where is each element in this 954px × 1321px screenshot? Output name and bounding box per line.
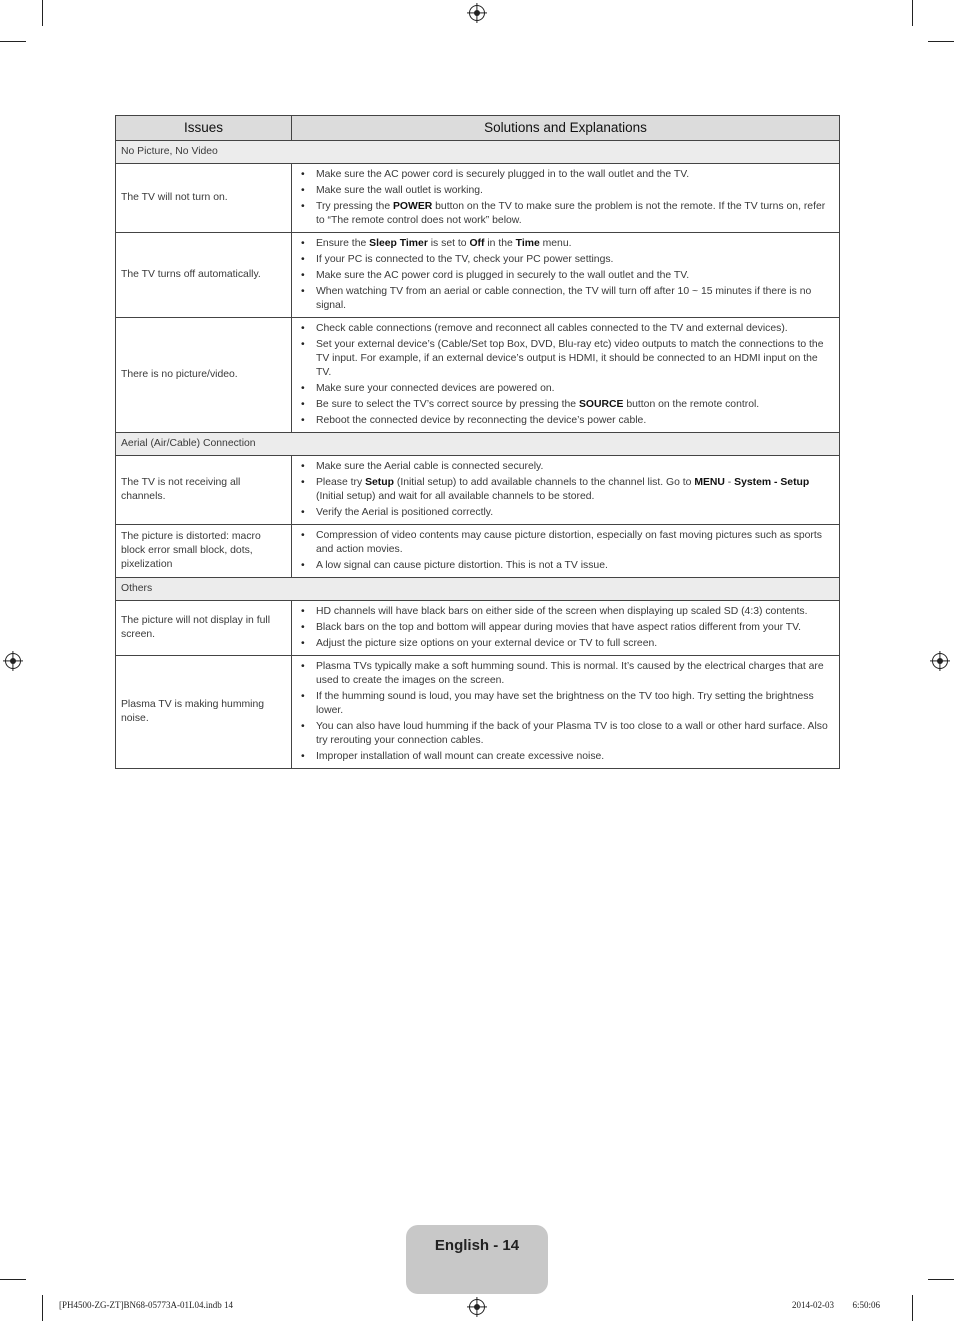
solution-list [300,237,831,313]
solution-text: in the [484,238,516,249]
solution-item [300,506,831,520]
solution-list [300,322,831,428]
solution-text: If your PC is connected to the TV, check your PC power settings. [316,254,614,265]
menu-keyword: POWER [393,201,433,212]
issues-column-header: Issues [116,116,292,141]
solution-text: (Initial setup) and wait for all available channels to be stored. [316,491,595,502]
solution-text: A low signal can cause picture distortion. This is not a TV issue. [316,560,608,571]
solution-item [300,414,831,428]
solutions-cell [292,601,840,656]
solution-text: Make sure the AC power cord is plugged in securely to the wall outlet and the TV. [316,270,690,281]
page-number-tab [406,1225,548,1294]
section-title: Others [116,578,840,601]
registration-mark-icon [932,653,948,669]
solution-text: Make sure the wall outlet is working. [316,185,483,196]
crop-mark [928,1279,954,1280]
menu-keyword: MENU [694,477,725,488]
solution-text: Adjust the picture size options on your external device or TV to full screen. [316,638,658,649]
page-number-label: English - 14 [434,1237,520,1254]
solutions-cell [292,233,840,318]
section-title: Aerial (Air/Cable) Connection [116,433,840,456]
solution-list [300,460,831,520]
issue-cell: The picture is distorted: macro block error small block, dots, pixelization [116,525,292,578]
crop-mark [912,0,913,26]
registration-mark-icon [5,653,21,669]
table-header-row [116,116,840,141]
table-row [116,318,840,433]
section-row [116,141,840,164]
registration-mark-icon [469,1299,485,1315]
solution-text: is set to [427,238,470,249]
issue-cell: The picture will not display in full screen. [116,601,292,656]
solution-item [300,237,831,251]
issue-cell: The TV turns off automatically. [116,233,292,318]
menu-keyword: SOURCE [578,399,624,410]
menu-keyword: Time [515,238,540,249]
section-row [116,433,840,456]
solution-item [300,750,831,764]
solution-text: Plasma TVs typically make a soft humming sound. This is normal. It’s caused by the electrical charges that are used to create the images on the screen. [316,661,824,686]
table-row [116,656,840,769]
solution-text: menu. [539,238,572,249]
solution-text: Check cable connections (remove and reconnect all cables connected to the TV and external devices). [316,323,788,334]
menu-keyword: Setup [365,477,394,488]
solutions-cell [292,456,840,525]
crop-mark [0,1279,26,1280]
solution-text: Make sure the Aerial cable is connected securely. [316,461,544,472]
solution-text: Verify the Aerial is positioned correctly. [316,507,494,518]
solution-item [300,338,831,380]
solution-item [300,200,831,228]
solution-item [300,460,831,474]
file-slug: [PH4500-ZG-ZT]BN68-05773A-01L04.indb 14 [59,1300,233,1310]
solution-item [300,637,831,651]
solution-item [300,690,831,718]
solution-text: button on the remote control. [623,399,760,410]
solution-text: Black bars on the top and bottom will appear during movies that have aspect ratios different from your TV. [316,622,801,633]
solution-text: Make sure the AC power cord is securely plugged in to the wall outlet and the TV. [316,169,690,180]
solution-text: Be sure to select the TV’s correct source by pressing the [316,399,579,410]
solution-text: When watching TV from an aerial or cable connection, the TV will turn off after 10 ~ 15 minutes if there is no signal. [316,286,812,311]
solution-item [300,322,831,336]
crop-mark [42,0,43,26]
solution-list [300,660,831,764]
solution-text: Ensure the [316,238,370,249]
solution-item [300,476,831,504]
table-row [116,601,840,656]
solution-text: Make sure your connected devices are powered on. [316,383,555,394]
solution-item [300,559,831,573]
solution-item [300,168,831,182]
table-body [116,141,840,769]
table-row [116,164,840,233]
section-row [116,578,840,601]
solution-item [300,660,831,688]
solutions-cell [292,318,840,433]
menu-keyword: Sleep Timer [369,238,428,249]
solutions-column-header: Solutions and Explanations [292,116,840,141]
solution-text: - [724,477,735,488]
issue-cell: There is no picture/video. [116,318,292,433]
table-row [116,233,840,318]
troubleshooting-table [115,115,840,769]
solution-text: Compression of video contents may cause picture distortion, especially on fast moving pictures such as sports and action movies. [316,530,822,555]
section-title: No Picture, No Video [116,141,840,164]
solution-item [300,398,831,412]
issue-cell: Plasma TV is making humming noise. [116,656,292,769]
crop-mark [912,1295,913,1321]
crop-mark [928,41,954,42]
solution-text: If the humming sound is loud, you may have set the brightness on the TV too high. Try setting the brightness lower. [316,691,814,716]
solution-item [300,720,831,748]
solution-list [300,529,831,573]
solution-item [300,253,831,267]
issue-cell: The TV is not receiving all channels. [116,456,292,525]
solution-item [300,382,831,396]
solutions-cell [292,164,840,233]
solution-item [300,269,831,283]
crop-mark [0,41,26,42]
solution-list [300,605,831,651]
crop-mark [42,1295,43,1321]
solution-item [300,605,831,619]
solution-text: You can also have loud humming if the back of your Plasma TV is too close to a wall or other hard surface. Also try rerouting your connection cables. [316,721,828,746]
solution-text: Try pressing the [316,201,393,212]
solutions-cell [292,525,840,578]
menu-keyword: Off [469,238,485,249]
solution-text: HD channels will have black bars on either side of the screen when displaying up scaled SD (4:3) contents. [316,606,808,617]
solution-item [300,285,831,313]
table-row [116,525,840,578]
solutions-cell [292,656,840,769]
table-row [116,456,840,525]
issue-cell: The TV will not turn on. [116,164,292,233]
solution-text: (Initial setup) to add available channels to the channel list. Go to [393,477,695,488]
solution-item [300,184,831,198]
print-timestamp: 2014-02-03 ￿￿ 6:50:06 [792,1300,880,1310]
solution-text: Set your external device’s (Cable/Set top Box, DVD, Blu-ray etc) video outputs to match the connections to the TV input. For example, if an external device’s output is HDMI, it should be connected to an HDMI input on the TV. [316,339,824,378]
solution-item [300,621,831,635]
registration-mark-icon [469,5,485,21]
solution-text: Improper installation of wall mount can create excessive noise. [316,751,605,762]
solution-list [300,168,831,228]
solution-item [300,529,831,557]
solution-text: button on the TV to make sure the problem is not the remote. If the TV turns on, refer to “The remote control does not work” below. [316,201,826,226]
solution-text: Reboot the connected device by reconnecting the device’s power cable. [316,415,647,426]
menu-keyword: System - Setup [734,477,810,488]
solution-text: Please try [316,477,366,488]
